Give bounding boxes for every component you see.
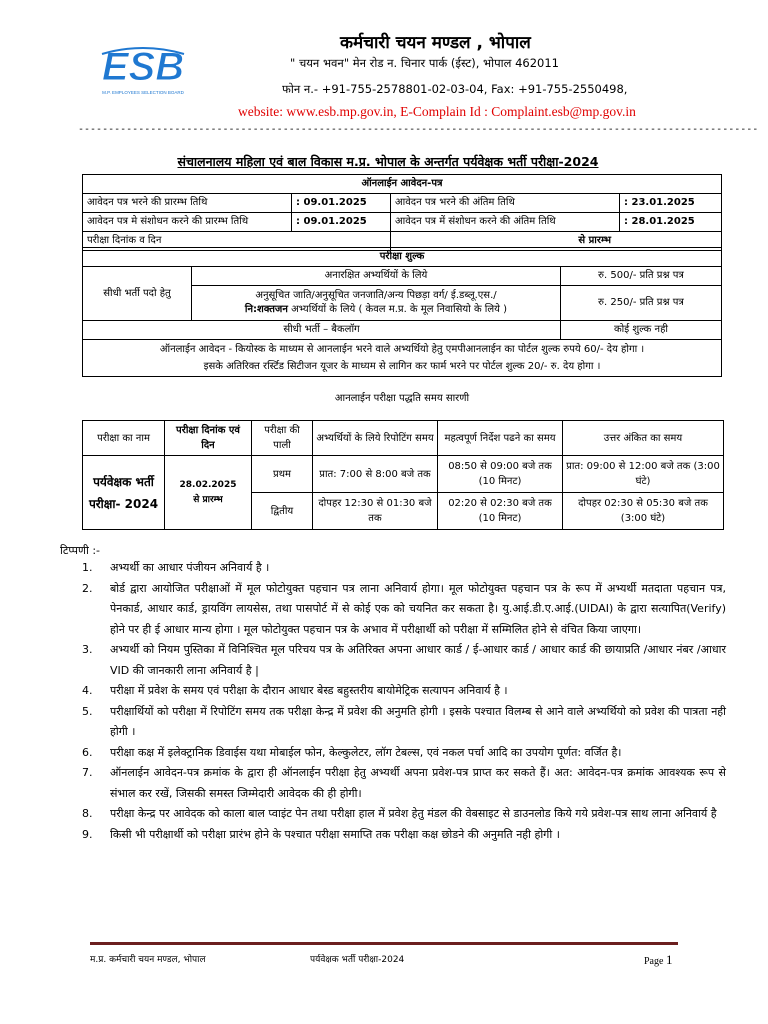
backlog-fee: कोई शुल्क नही — [561, 321, 722, 340]
board-website[interactable]: website: www.esb.mp.gov.in, E-Complain Id : Complaint.esb@mp.gov.in — [238, 104, 636, 119]
header-exam-date: परीक्षा दिनांक एवं दिन — [165, 421, 252, 456]
citizen-note: इसके अतिरिक्त रर्स्टिड सिटीजन यूजर के माध्यम से लागिन कर फार्म भरने पर पोर्टल शुल्क 20/- रु. देय होगा । — [203, 361, 601, 372]
remark-text: किसी भी परीक्षार्थी को परीक्षा प्रारंभ होने के पश्चात परीक्षा समाप्ति तक परीक्षा कक्ष छोडने की अनुमति नही होगी । — [110, 827, 560, 841]
header-answer-time: उत्तर अंकित का समय — [563, 421, 724, 456]
remark-text: परीक्षार्थियों को परीक्षा में रिपोटिंग समय तक परीक्षा केन्द्र में प्रवेश की अनुमति होगी । इसके पश्चात विलम्ब से आने वाले अभ्यर्थियो को प्रवेश की पात्रता नही होगी । — [110, 704, 726, 738]
page-number: 1 — [665, 952, 673, 967]
header-instructions: महत्वपूर्ण निर्देश पढने का समय — [438, 421, 563, 456]
kiosk-note: ऑनलाईन आवेदन - कियोस्क के माध्यम से आनलाईन भरने वाले अभ्यर्थियो हेतु एमपीआनलाईन का पोर्टल शुल्क रुपये 60/- देय होगा । — [159, 344, 645, 355]
header-reporting: अभ्यर्थियों के लिये रिपोटिंग समय — [313, 421, 438, 456]
shift-2-reporting: दोपहर 12:30 से 01:30 बजे तक — [313, 493, 438, 530]
reserved-line1: अनुसूचित जाति/अनुसूचित जनजाति/अन्य पिछड़ा वर्ग/ ई.डब्लू.एस./ — [255, 290, 497, 301]
board-address: " चयन भवन" मेन रोड न. चिनार पार्क (ईस्ट), भोपाल 462011 — [290, 56, 559, 70]
exam-name: पर्यवेक्षक भर्ती परीक्षा- 2024 — [83, 456, 165, 530]
remark-number: 8. — [82, 807, 93, 820]
esb-logo — [96, 40, 190, 98]
fee-heading: परीक्षा शुल्क — [83, 248, 722, 267]
svg-text:M.P. EMPLOYEES SELECTION BOARD: M.P. EMPLOYEES SELECTION BOARD — [102, 90, 184, 95]
shift-2-answer: दोपहर 02:30 से 05:30 बजे तक (3:00 घंटे) — [563, 493, 724, 530]
exam-date-number: 28.02.2025 — [179, 479, 237, 490]
exam-schedule-table — [82, 420, 724, 530]
footer-exam: पर्यवेक्षक भर्ती परीक्षा-2024 — [310, 955, 405, 965]
reserved-line2: अभ्यर्थियों के लिये ( केवल म.प्र. के मूल निवासियो के लिये ) — [291, 304, 508, 315]
exam-date-value: से प्रारम्भ — [391, 232, 722, 251]
header-shift: परीक्षा की पाली — [252, 421, 313, 456]
start-date-label: आवेदन पत्र भरने की प्रारम्भ तिथि — [83, 194, 292, 213]
header-exam-name: परीक्षा का नाम — [83, 421, 165, 456]
remark-item — [82, 743, 726, 764]
board-title: कर्मचारी चयन मण्डल , भोपाल — [340, 33, 531, 53]
remark-item — [82, 825, 726, 846]
footer-org: म.प्र. कर्मचारी चयन मण्डल, भोपाल — [90, 955, 206, 965]
last-date-value: : 23.01.2025 — [620, 194, 722, 213]
remark-number: 3. — [82, 643, 93, 656]
remark-item — [82, 558, 726, 579]
remark-text: ऑनलाईन आवेदन-पत्र क्रमांक के द्वारा ही ऑनलाईन परीक्षा हेतु अभ्यर्थी अपना प्रवेश-पत्र प्राप्त कर सकते हैं। अत: आवेदन-पत्र क्रमांक आवश्यक रूप से संभाल कर रखें, जिसकी समस्त जिम्मेदारी आवेदक की ही होगी। — [110, 766, 726, 800]
reserved-bold: नि:शक्तजन — [244, 304, 288, 315]
fee-table — [82, 247, 722, 377]
shift-1: प्रथम — [252, 456, 313, 493]
footer-page — [644, 952, 672, 968]
remark-number: 1. — [82, 561, 93, 574]
page-label: Page — [644, 956, 664, 967]
remark-text: अभ्यर्थी को नियम पुस्तिका में विनिश्चित मूल परिचय पत्र के अतिरिक्त अपना आधार कार्ड / ई-आधार कार्ड / आधार कार्ड की छायाप्रति /आधार नंबर /आधार VID की जानकारी लाना अनिवार्य है | — [110, 643, 726, 677]
remark-number: 5. — [82, 704, 93, 718]
remarks-title: टिप्पणी :- — [60, 544, 101, 557]
remark-item — [82, 681, 726, 702]
remark-text: परीक्षा में प्रवेश के समय एवं परीक्षा के दौरान आधार बेस्ड बहुस्तरीय बायोमेट्रिक सत्यापन अनिवार्य है । — [110, 684, 508, 697]
correction-last-label: आवेदन पत्र में संशोधन करने की अंतिम तिथि — [391, 213, 620, 232]
last-date-label: आवेदन पत्र भरने की अंतिम तिथि — [391, 194, 620, 213]
remark-item — [82, 640, 726, 681]
footer-rule — [90, 942, 678, 945]
start-date-value: : 09.01.2025 — [292, 194, 391, 213]
exam-date — [165, 456, 252, 530]
remark-item — [82, 804, 726, 825]
remark-number: 4. — [82, 684, 93, 697]
form-heading: ऑनलाईन आवेदन-पत्र — [83, 175, 722, 194]
correction-start-value: : 09.01.2025 — [292, 213, 391, 232]
remark-text: बोर्ड द्वारा आयोजित परीक्षाओं में मूल फोटोयुक्त पहचान पत्र लाना अनिवार्य होगा। मूल फोटोयुक्त पहचान पत्र के रूप में अभ्यर्थी मतदाता पहचान पत्र, पेनकार्ड, आधार कार्ड, ड्रायविंग लायसेस, तथा पासपोर्ट में से कोई एक को चयनित कर सकता है। यु.आई.डी.ए.आई.(UIDAI) के द्वारा सत्यापित(Verify) होने पर ही ई आधार मान्य होगा । मूल फोटोयुक्त पहचान पत्र के अभाव में परीक्षार्थी को परीक्षा में सम्मिलित होने से वंचित किया जाएगा। — [110, 581, 726, 636]
exam-date-label: परीक्षा दिनांक व दिन — [83, 232, 391, 251]
remark-number: 2. — [82, 581, 93, 595]
remark-number: 9. — [82, 827, 93, 841]
reserved-label — [192, 286, 561, 321]
unreserved-fee: रु. 500/- प्रति प्रश्न पत्र — [561, 267, 722, 286]
timing-caption: आनलाईन परीक्षा पद्धति समय सारणी — [334, 393, 470, 404]
correction-start-label: आवेदन पत्र मे संशोधन करने की प्रारम्भ तिथि — [83, 213, 292, 232]
application-table — [82, 174, 722, 251]
remark-text: अभ्यर्थी का आधार पंजीयन अनिवार्य है । — [110, 561, 270, 574]
remark-number: 6. — [82, 745, 93, 759]
remark-text: परीक्षा केन्द्र पर आवेदक को काला बाल प्वाइंट पेन तथा परीक्षा हाल में प्रवेश हेतु मंडल की वेबसाइट से डाउनलोड किये गये प्रवेश-पत्र साथ लाना अनिवार्य है — [110, 807, 717, 820]
backlog-label: सीधी भर्ती – बैकलॉग — [83, 321, 561, 340]
shift-1-instructions: 08:50 से 09:00 बजे तक (10 मिनट) — [438, 456, 563, 493]
remark-item — [82, 763, 726, 804]
remark-number: 7. — [82, 766, 93, 779]
direct-recruit-label: सीधी भर्ती पदो हेतु — [83, 267, 192, 321]
remark-item — [82, 702, 726, 743]
remark-item — [82, 579, 726, 641]
remark-text: परीक्षा कक्ष में इलेक्ट्रानिक डिवाईस यथा मोबाईल फोन, केल्कुलेटर, लॉग टेबल्स, एवं नकल पर्चा आदि का उपयोग पूर्णत: वर्जित है। — [110, 745, 622, 759]
correction-last-value: : 28.01.2025 — [620, 213, 722, 232]
remarks-list — [82, 558, 726, 845]
portal-notes — [83, 340, 722, 377]
reserved-fee: रु. 250/- प्रति प्रश्न पत्र — [561, 286, 722, 321]
document-title: संचालनालय महिला एवं बाल विकास म.प्र. भोपाल के अन्तर्गत पर्यवेक्षक भर्ती परीक्षा-2024 — [177, 154, 599, 169]
svg-text:ESB: ESB — [101, 45, 185, 89]
shift-1-answer: प्रात: 09:00 से 12:00 बजे तक (3:00 घंटे) — [563, 456, 724, 493]
header-divider: ----------------------------------------------------------------------------------------------------------------- — [78, 124, 759, 135]
shift-1-reporting: प्रात: 7:00 से 8:00 बजे तक — [313, 456, 438, 493]
exam-date-suffix: से प्रारम्भ — [193, 494, 223, 505]
shift-2-instructions: 02:20 से 02:30 बजे तक (10 मिनट) — [438, 493, 563, 530]
board-phone: फोन न.- +91-755-2578801-02-03-04, Fax: +91-755-2550498, — [282, 82, 628, 96]
unreserved-label: अनारक्षित अभ्यर्थियों के लिये — [192, 267, 561, 286]
shift-2: द्वितीय — [252, 493, 313, 530]
